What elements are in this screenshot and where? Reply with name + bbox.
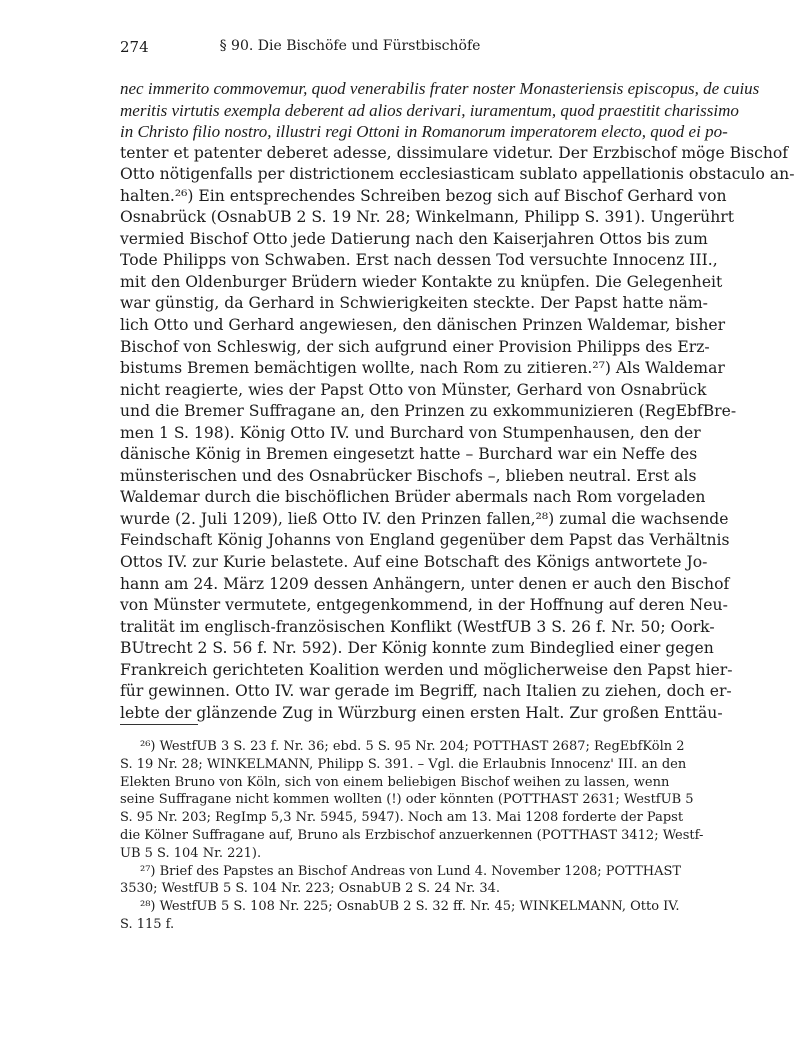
footnote-line: S. 115 f.: [120, 916, 175, 932]
body-line: meritis virtutis exempla deberent ad alios derivari, iuramentum, quod praestitit charissimo: [120, 100, 739, 120]
body-line: men 1 S. 198). König Otto IV. und Burchard von Stumpenhausen, den der: [120, 423, 701, 442]
body-line: vermied Bischof Otto jede Datierung nach den Kaiserjahren Ottos bis zum: [120, 229, 708, 248]
body-line: von Münster vermutete, entgegenkommend, in der Hoffnung auf deren Neu-: [120, 596, 728, 615]
body-text: [120, 78, 795, 724]
body-line: war günstig, da Gerhard in Schwierigkeiten steckte. Der Papst hatte näm-: [120, 294, 708, 313]
body-line: und die Bremer Suffragane an, den Prinzen zu exkommunizieren (RegEbfBre-: [120, 402, 737, 421]
body-line: BUtrecht 2 S. 56 f. Nr. 592). Der König konnte zum Bindeglied einer gegen: [120, 639, 714, 658]
footnote-line: UB 5 S. 104 Nr. 221).: [120, 845, 262, 861]
body-line: bistums Bremen bemächtigen wollte, nach Rom zu zitieren.²⁷) Als Waldemar: [120, 359, 725, 378]
footnote-line: 3530; WestfUB 5 S. 104 Nr. 223; OsnabUB 2 S. 24 Nr. 34.: [120, 881, 501, 897]
page-number: 274: [120, 38, 149, 56]
body-line: hann am 24. März 1209 dessen Anhängern, unter denen er auch den Bischof: [120, 574, 730, 593]
body-line: Feindschaft König Johanns von England gegenüber dem Papst das Verhältnis: [120, 531, 730, 550]
footnote-line: ²⁶) WestfUB 3 S. 23 f. Nr. 36; ebd. 5 S. 95 Nr. 204; POTTHAST 2687; RegEbfKöln 2: [140, 739, 685, 754]
footnote-line: ²⁸) WestfUB 5 S. 108 Nr. 225; OsnabUB 2 S. 32 ff. Nr. 45; WINKELMANN, Otto IV.: [140, 899, 680, 915]
body-line: mit den Oldenburger Brüdern wieder Kontakte zu knüpfen. Die Gelegenheit: [120, 272, 723, 291]
footnote-line: S. 19 Nr. 28; WINKELMANN, Philipp S. 391. – Vgl. die Erlaubnis Innocenz' III. an den: [120, 756, 687, 772]
body-line: Osnabrück (OsnabUB 2 S. 19 Nr. 28; Winkelmann, Philipp S. 391). Ungerührt: [120, 208, 734, 227]
body-line: Waldemar durch die bischöflichen Brüder abermals nach Rom vorgeladen: [120, 488, 706, 507]
footnote-line: seine Suffragane nicht kommen wollten (!) oder könnten (POTTHAST 2631; WestfUB 5: [120, 792, 694, 808]
body-line: nec immerito commovemur, quod venerabilis frater noster Monasteriensis episcopus, de cuius: [120, 79, 760, 98]
body-line: münsterischen und des Osnabrücker Bischofs –, blieben neutral. Erst als: [120, 466, 697, 485]
footnotes: [120, 738, 704, 934]
body-line: Tode Philipps von Schwaben. Erst nach dessen Tod versuchte Innocenz III.,: [120, 251, 718, 270]
body-line: wurde (2. Juli 1209), ließ Otto IV. den Prinzen fallen,²⁸) zumal die wachsende: [120, 509, 729, 528]
body-line: Bischof von Schleswig, der sich aufgrund einer Provision Philipps des Erz-: [120, 337, 710, 356]
body-line: lich Otto und Gerhard angewiesen, den dänischen Prinzen Waldemar, bisher: [120, 316, 726, 335]
footnote-divider: [120, 724, 198, 725]
footnote-line: S. 95 Nr. 203; RegImp 5,3 Nr. 5945, 5947). Noch am 13. Mai 1208 forderte der Papst: [120, 810, 684, 826]
body-line: nicht reagierte, wies der Papst Otto von Münster, Gerhard von Osnabrück: [120, 380, 707, 399]
body-line: tenter et patenter deberet adesse, dissimulare videtur. Der Erzbischof möge Bischof: [120, 143, 789, 162]
footnote-line: ²⁷) Brief des Papstes an Bischof Andreas von Lund 4. November 1208; POTTHAST: [140, 863, 682, 879]
body-line: in Christo filio nostro, illustri regi Ottoni in Romanorum imperatorem electo, quod ei po-: [120, 122, 728, 142]
body-line: tralität im englisch-französischen Konflikt (WestfUB 3 S. 26 f. Nr. 50; Oork-: [120, 617, 715, 636]
body-line: halten.²⁶) Ein entsprechendes Schreiben bezog sich auf Bischof Gerhard von: [120, 186, 727, 205]
body-line: dänische König in Bremen eingesetzt hatte – Burchard war ein Neffe des: [120, 445, 698, 464]
body-line: lebte der glänzende Zug in Würzburg einen ersten Halt. Zur großen Enttäu-: [120, 703, 723, 722]
body-line: Ottos IV. zur Kurie belastete. Auf eine Botschaft des Königs antwortete Jo-: [120, 553, 708, 572]
footnote-line: die Kölner Suffragane auf, Bruno als Erzbischof anzuerkennen (POTTHAST 3412; Westf-: [120, 827, 704, 843]
body-line: Otto nötigenfalls per districtionem ecclesiasticam sublato appellationis obstaculo an-: [120, 165, 795, 184]
body-line: für gewinnen. Otto IV. war gerade im Begriff, nach Italien zu ziehen, doch er-: [120, 682, 732, 701]
footnote-line: Elekten Bruno von Köln, sich von einem beliebigen Bischof weihen zu lassen, wenn: [120, 774, 670, 790]
body-line: Frankreich gerichteten Koalition werden und möglicherweise den Papst hier-: [120, 660, 733, 679]
running-head: § 90. Die Bischöfe und Fürstbischöfe: [219, 38, 481, 54]
